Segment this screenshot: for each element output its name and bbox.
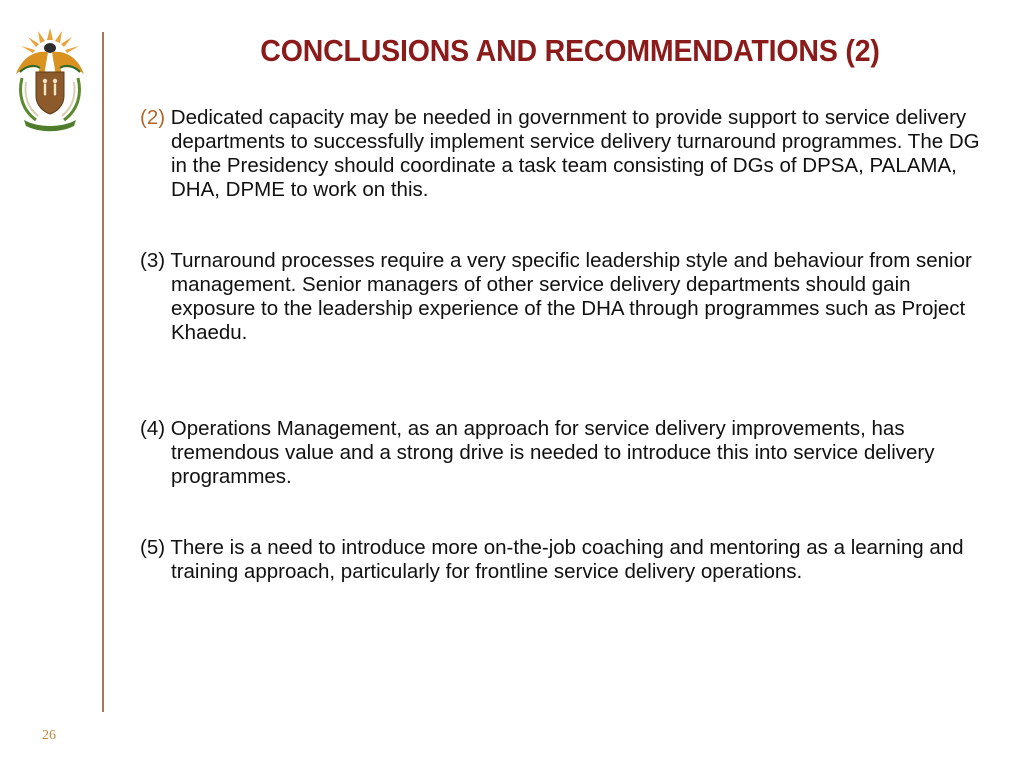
item-number: (5) bbox=[140, 536, 166, 559]
south-africa-coat-of-arms-icon bbox=[8, 26, 92, 134]
vertical-divider bbox=[102, 32, 104, 712]
recommendation-item-3 bbox=[140, 249, 1000, 345]
item-text: There is a need to introduce more on-the-job coaching and mentoring as a learning and training approach, particularly for frontline service delivery operations. bbox=[165, 536, 964, 583]
recommendations-list bbox=[140, 106, 1000, 584]
item-text: Turnaround processes require a very specific leadership style and behaviour from senior management. Senior managers of other service delivery departments should gain exposure to the leadership experience of the DHA through programmes such as Project Khaedu. bbox=[165, 249, 972, 344]
item-text: Operations Management, as an approach for service delivery improvements, has tremendous value and a strong drive is needed to introduce this into service delivery programmes. bbox=[165, 417, 935, 488]
recommendation-item-5 bbox=[140, 536, 1000, 584]
item-number: (3) bbox=[140, 249, 166, 272]
page-number: 26 bbox=[42, 728, 56, 743]
item-number: (2) bbox=[140, 106, 166, 129]
recommendation-item-4 bbox=[140, 417, 1000, 489]
slide-title: CONCLUSIONS AND RECOMMENDATIONS (2) bbox=[260, 33, 880, 68]
item-number: (4) bbox=[140, 417, 166, 440]
item-text: Dedicated capacity may be needed in government to provide support to service delivery departments to successfully implement service delivery turnaround programmes. The DG in the Presidency should coordinate a task team consisting of DGs of DPSA, PALAMA, DHA, DPME to work on this. bbox=[165, 106, 980, 201]
recommendation-item-2 bbox=[140, 106, 1000, 202]
